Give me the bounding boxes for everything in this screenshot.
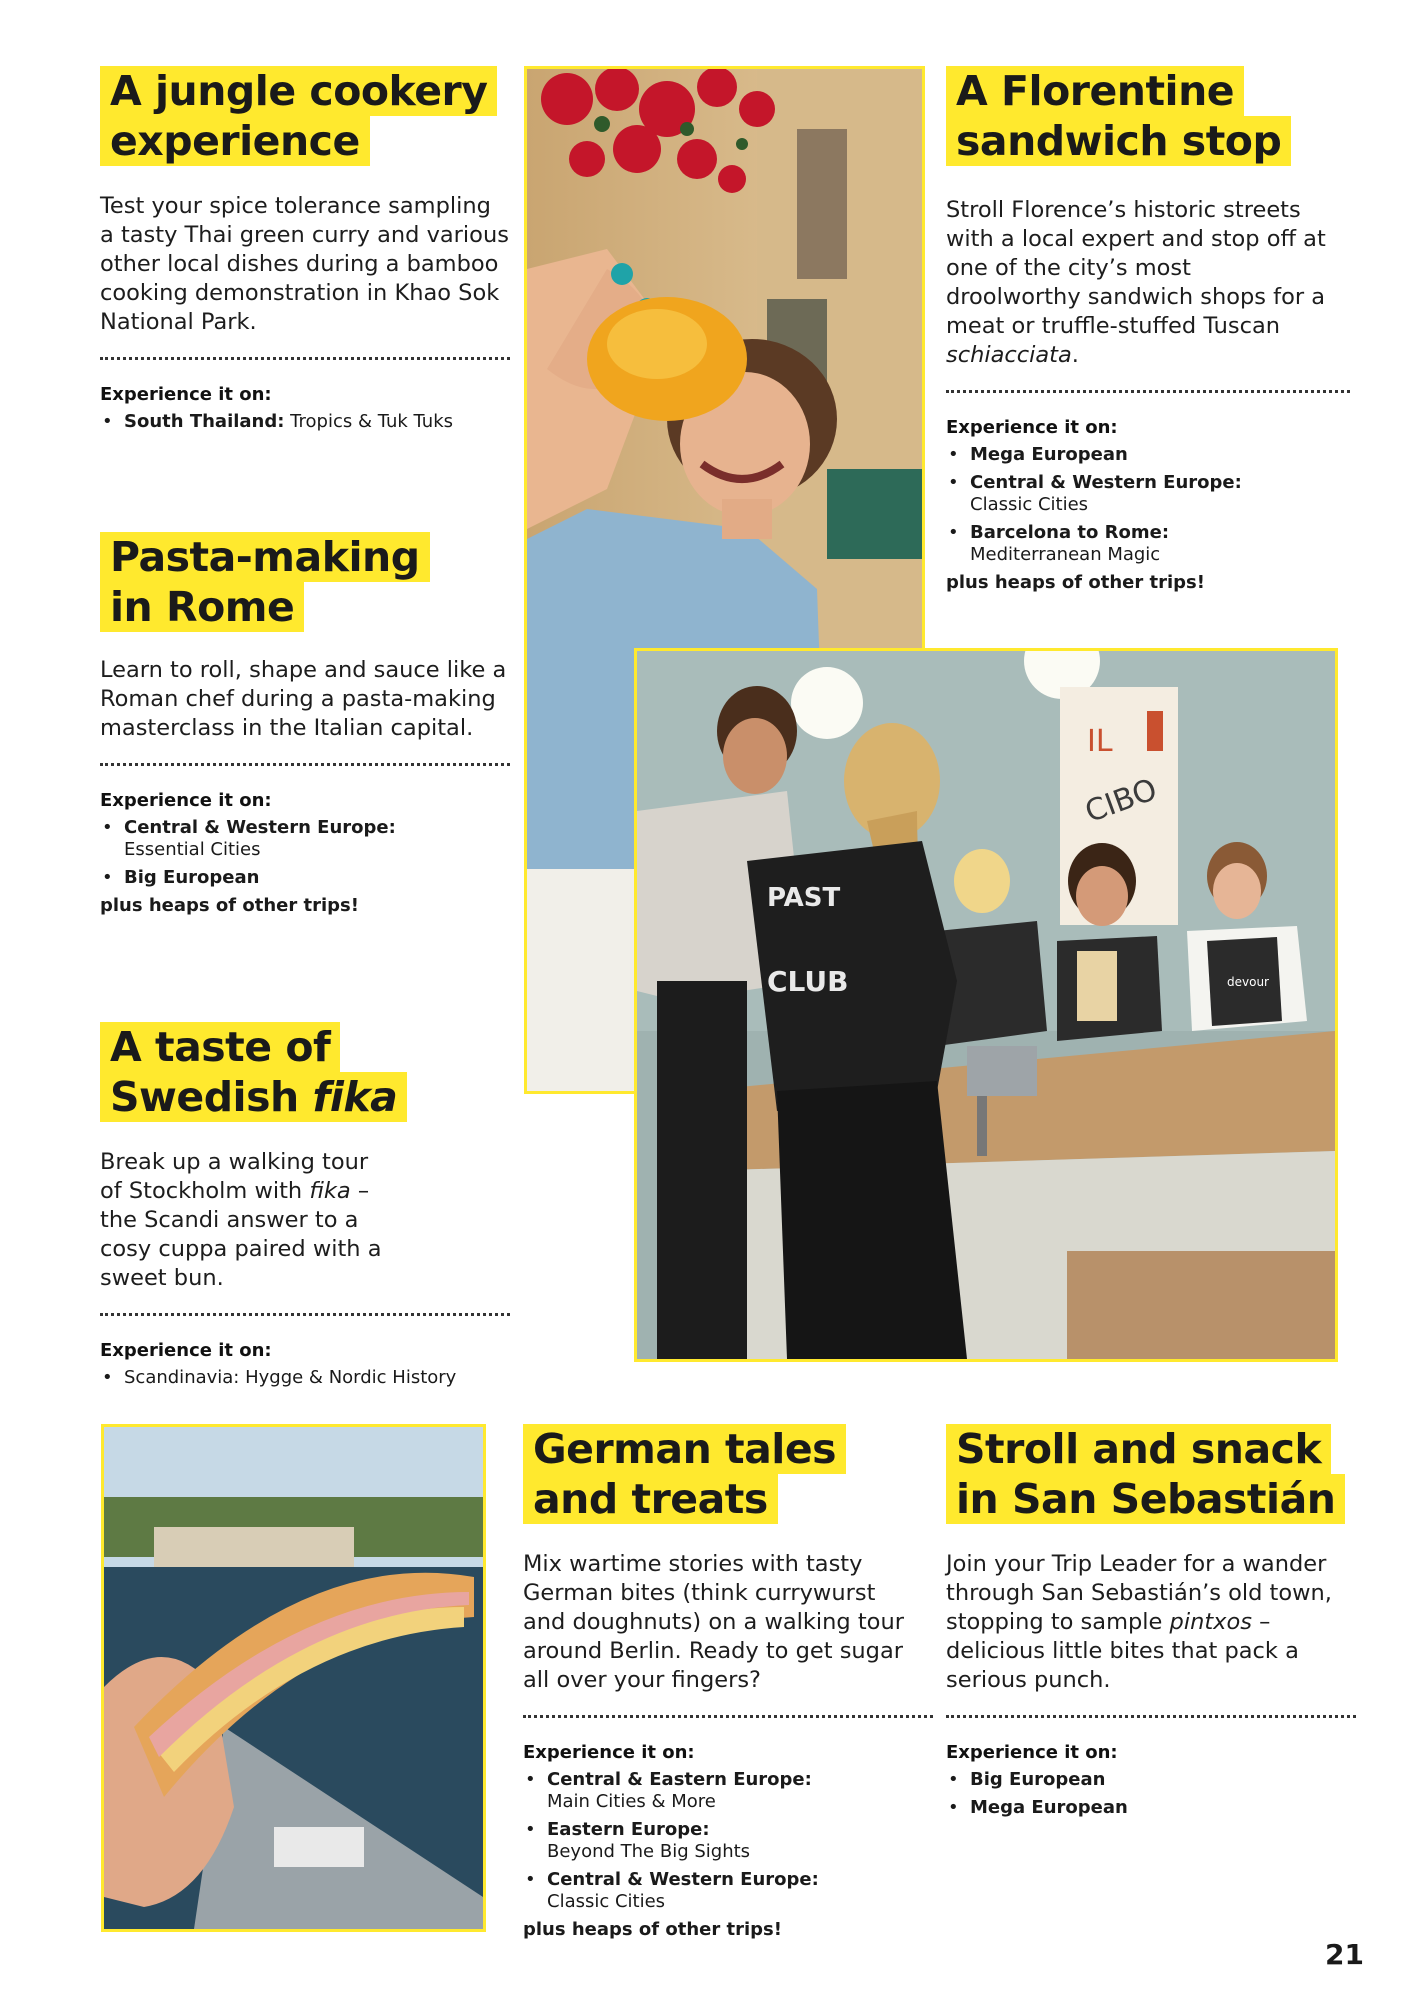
poster-text-cibo: CIBO (1080, 772, 1162, 831)
experience-label: Experience it on: (523, 1742, 695, 1763)
section-title: German tales and treats (523, 1424, 933, 1524)
section-title: Stroll and snack in San Sebastián (946, 1424, 1356, 1524)
section-pasta-making (100, 532, 510, 916)
section-description: Stroll Florence’s historic streets with a local expert and stop off at one of the city’s most droolworthy sandwich shops for a meat or truffle-stuffed Tuscan schiacciata. (946, 197, 1326, 368)
experience-label: Experience it on: (100, 790, 272, 811)
section-swedish-fika (100, 1022, 510, 1395)
section-florentine-sandwich (946, 66, 1356, 593)
experience-label: Experience it on: (100, 1340, 272, 1361)
section-description: Join your Trip Leader for a wander through San Sebastián’s old town, stopping to sample pintxos – delicious little bites that pack a serious punch. (946, 1551, 1332, 1693)
dotted-divider (946, 390, 1350, 393)
more-trips-note: plus heaps of other trips! (946, 572, 1205, 593)
shirt-text-1: PAST (767, 883, 841, 913)
dotted-divider (100, 1313, 510, 1316)
poster-text-il: IL (1087, 724, 1113, 759)
section-title: Pasta-making in Rome (100, 532, 510, 632)
experience-label: Experience it on: (946, 1742, 1118, 1763)
photo-pasta-class (634, 648, 1338, 1362)
section-description: Break up a walking tour of Stockholm with fika – the Scandi answer to a cosy cuppa paired with a sweet bun. (100, 1149, 382, 1291)
experience-label: Experience it on: (946, 417, 1118, 438)
section-jungle-cookery (100, 66, 510, 439)
trip-item: • Big European (100, 867, 510, 889)
section-german-tales (523, 1424, 933, 1940)
experience-label: Experience it on: (100, 384, 272, 405)
shirt-text-2: CLUB (767, 965, 849, 998)
dotted-divider (946, 1715, 1356, 1718)
dotted-divider (523, 1715, 933, 1718)
section-title: A jungle cookery experience (100, 66, 510, 166)
trip-list (946, 1769, 1356, 1819)
trip-list (100, 1367, 510, 1389)
trip-list (100, 817, 510, 889)
dotted-divider (100, 357, 510, 360)
trip-item: • Central & Western Europe: Classic Cities (523, 1869, 933, 1913)
page-number: 21 (1325, 1938, 1364, 1971)
more-trips-note: plus heaps of other trips! (100, 895, 359, 916)
section-description: Learn to roll, shape and sauce like a Roman chef during a pasta-making masterclass in the Italian capital. (100, 657, 507, 741)
photo-sandwich-river (101, 1424, 486, 1932)
trip-list (523, 1769, 933, 1913)
trip-item: • Central & Western Europe: Essential Cities (100, 817, 510, 861)
trip-item: • Scandinavia: Hygge & Nordic History (100, 1367, 510, 1389)
trip-item: • Mega European (946, 1797, 1356, 1819)
trip-item: • Eastern Europe: Beyond The Big Sights (523, 1819, 933, 1863)
trip-item: • Big European (946, 1769, 1356, 1791)
photo-sandwich-river-image (104, 1427, 483, 1929)
trip-list (946, 444, 1356, 566)
photo-pasta-class-image (637, 651, 1335, 1359)
section-title: A Florentine sandwich stop (946, 66, 1356, 166)
trip-item: • South Thailand: Tropics & Tuk Tuks (100, 411, 510, 433)
section-title: A taste of Swedish fika (100, 1022, 510, 1122)
trip-item: • Central & Eastern Europe: Main Cities & More (523, 1769, 933, 1813)
more-trips-note: plus heaps of other trips! (523, 1919, 782, 1940)
trip-item: • Barcelona to Rome: Mediterranean Magic (946, 522, 1356, 566)
section-description: Test your spice tolerance sampling a tasty Thai green curry and various other local dishes during a bamboo cooking demonstration in Khao Sok National Park. (100, 193, 509, 335)
trip-list (100, 411, 510, 433)
apron-logo-text: devour (1227, 975, 1269, 989)
section-description: Mix wartime stories with tasty German bites (think currywurst and doughnuts) on a walking tour around Berlin. Ready to get sugar all over your fingers? (523, 1551, 904, 1693)
section-san-sebastian (946, 1424, 1356, 1825)
dotted-divider (100, 763, 510, 766)
trip-item: • Central & Western Europe: Classic Cities (946, 472, 1356, 516)
trip-item: • Mega European (946, 444, 1356, 466)
